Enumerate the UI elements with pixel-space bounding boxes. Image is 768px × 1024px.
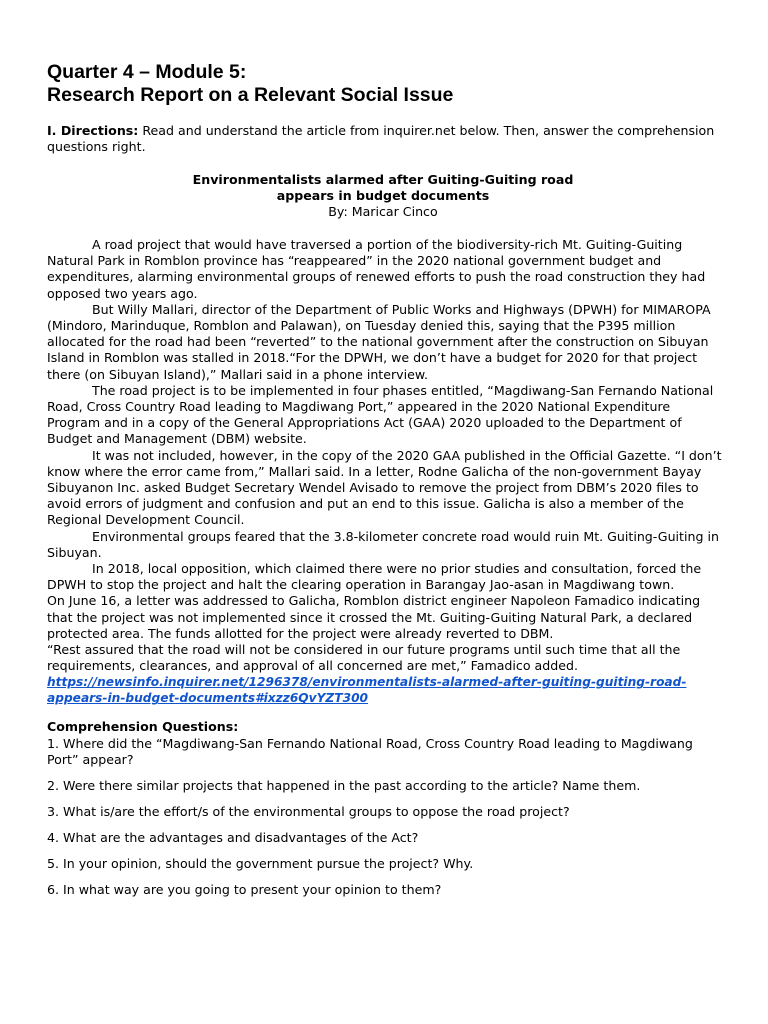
question-6: 6. In what way are you going to present your opinion to them? bbox=[47, 882, 442, 897]
question-4: 4. What are the advantages and disadvantages of the Act? bbox=[47, 830, 419, 845]
source-link-line-1[interactable]: https://newsinfo.inquirer.net/1296378/environmentalists-alarmed-after-guiting-guiting-road- bbox=[47, 675, 687, 690]
question-2: 2. Were there similar projects that happened in the past according to the article? Name them. bbox=[47, 778, 641, 793]
article-header bbox=[47, 172, 719, 221]
article-headline-line-2: appears in budget documents bbox=[276, 188, 490, 204]
directions-label: I. Directions: bbox=[47, 123, 139, 138]
question-1: 1. Where did the “Magdiwang-San Fernando National Road, Cross Country Road leading to Magdiwang Port” appear? bbox=[47, 736, 693, 768]
title-line-1: Quarter 4 – Module 5: bbox=[47, 61, 247, 83]
comprehension-title: Comprehension Questions: bbox=[47, 719, 239, 734]
directions-text: Read and understand the article from inquirer.net below. Then, answer the comprehension questions right. bbox=[47, 123, 715, 155]
article-paragraph: In 2018, local opposition, which claimed there were no prior studies and consultation, forced the DPWH to stop the project and halt the clearing operation in Barangay Jao-asan in Magdiwang town. bbox=[47, 561, 702, 593]
source-link[interactable] bbox=[47, 674, 724, 706]
article-paragraph: Environmental groups feared that the 3.8-kilometer concrete road would ruin Mt. Guiting-Guiting in Sibuyan. bbox=[47, 528, 719, 560]
article-paragraph: On June 16, a letter was addressed to Galicha, Romblon district engineer Napoleon Famadico indicating that the project was not implemented since it crossed the Mt. Guiting-Guiting Natural Park, a declared protected area. The funds allotted for the project were already reverted to DBM. bbox=[47, 593, 701, 641]
article-paragraph: But Willy Mallari, director of the Department of Public Works and Highways (DPWH) for MIMAROPA (Mindoro, Marinduque, Romblon and Palawan), on Tuesday denied this, saying that the P395 million allocated for the road had been “reverted” to the national government after the construction on Sibuyan Island in Romblon was stalled in 2018.“For the DPWH, we don’t have a budget for 2020 for that project there (on Sibuyan Island),” Mallari said in a phone interview. bbox=[47, 301, 711, 382]
article-paragraph: It was not included, however, in the copy of the 2020 GAA published in the Official Gazette. “I don’t know where the error came from,” Mallari said. In a letter, Rodne Galicha of the non-government Bayay Sibuyanon Inc. asked Budget Secretary Wendel Avisado to remove the project from DBM’s 2020 files to avoid errors of judgment and confusion and put an end to this issue. Galicha is also a member of the Regional Development Council. bbox=[47, 447, 722, 528]
question-5: 5. In your opinion, should the government pursue the project? Why. bbox=[47, 856, 474, 871]
question-3: 3. What is/are the effort/s of the environmental groups to oppose the road project? bbox=[47, 804, 570, 819]
article-byline: By: Maricar Cinco bbox=[328, 204, 438, 220]
title-line-2: Research Report on a Relevant Social Issue bbox=[47, 84, 454, 106]
source-link-line-2[interactable]: appears-in-budget-documents#ixzz6QvYZT300 bbox=[47, 691, 369, 706]
page-title bbox=[47, 61, 727, 107]
article-headline-line-1: Environmentalists alarmed after Guiting-Guiting road bbox=[192, 172, 574, 187]
directions bbox=[47, 123, 727, 155]
article-paragraph: The road project is to be implemented in four phases entitled, “Magdiwang-San Fernando National Road, Cross Country Road leading to Magdiwang Port,” appeared in the 2020 National Expenditure Program and in a copy of the General Appropriations Act (GAA) 2020 uploaded to the Department of Budget and Management (DBM) website. bbox=[47, 382, 714, 447]
article-body bbox=[47, 237, 724, 706]
article-paragraph: “Rest assured that the road will not be considered in our future programs until such time that all the requirements, clearances, and approval of all concerned are met,” Famadico added. bbox=[47, 642, 681, 674]
article-paragraph: A road project that would have traversed a portion of the biodiversity-rich Mt. Guiting-Guiting Natural Park in Romblon province has “reappeared” in the 2020 national government budget and expenditures, alarming environmental groups of renewed efforts to push the road construction they had opposed two years ago. bbox=[47, 237, 706, 301]
